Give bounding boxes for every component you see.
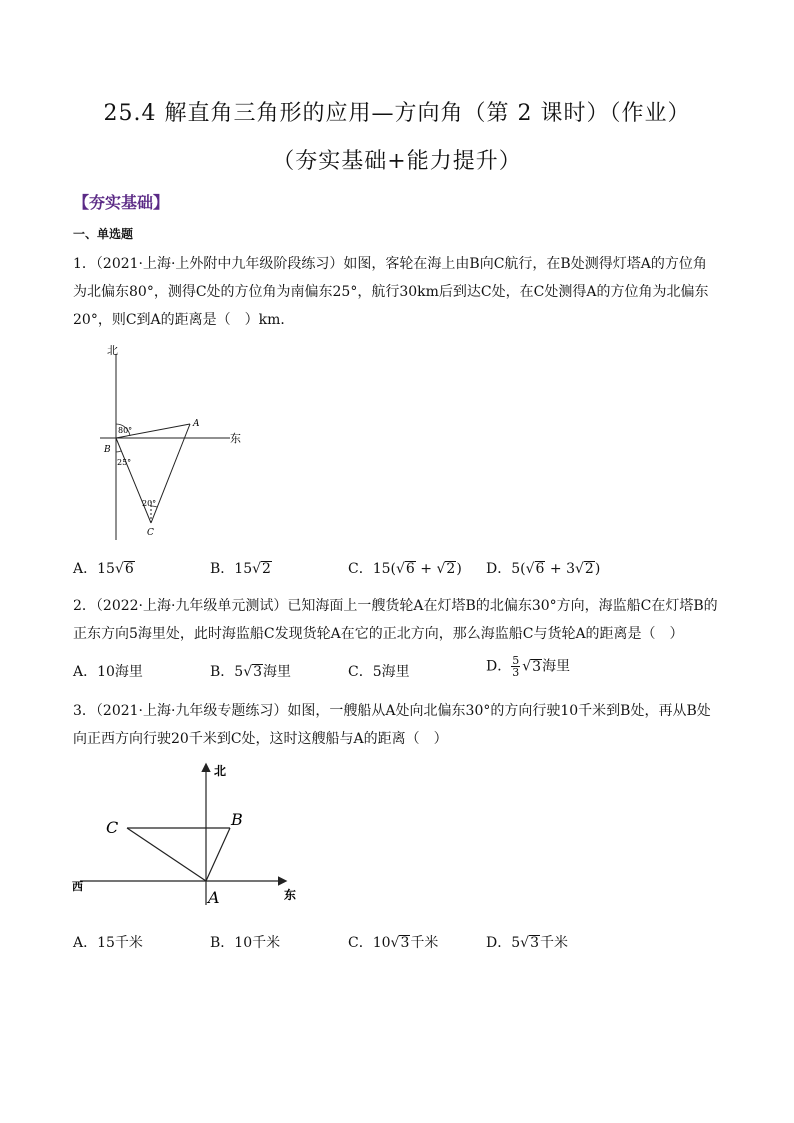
point-c-label: C	[147, 528, 154, 538]
point-b-label: B	[231, 810, 243, 829]
north-label: 北	[107, 344, 118, 357]
question-2-options	[73, 654, 733, 683]
question-1-options	[73, 558, 733, 580]
segment-ca	[151, 424, 190, 523]
doc-subtitle: （夯实基础+能力提升）	[272, 149, 522, 174]
option-c[interactable]: C．10√3千米	[348, 935, 439, 951]
west-label: 西	[72, 880, 83, 893]
question-1-line1: 1．（2021·上海·上外附中九年级阶段练习）如图，客轮在海上由B向C航行，在B处测得灯塔A的方位角	[73, 256, 707, 272]
question-2-line2: 正东方向5海里处，此时海监船C发现货轮A在它的正北方向，那么海监船C与货轮A的距离是（ ）	[73, 626, 684, 642]
question-1-line2: 为北偏东80°，测得C处的方位角为南偏东25°，航行30km后到达C处，在C处测得A的方位角为北偏东	[73, 284, 709, 300]
segment-ca	[127, 828, 206, 881]
question-1-figure	[90, 340, 260, 545]
point-a-label: A	[193, 419, 200, 429]
option-b[interactable]: B．5√3海里	[210, 664, 292, 680]
question-2-line1: 2．（2022·上海·九年级单元测试）已知海面上一艘货轮A在灯塔B的北偏东30°方向，海监船C在灯塔B的	[73, 598, 718, 614]
point-c-label: C	[106, 818, 119, 837]
question-3-figure	[70, 755, 310, 910]
option-a[interactable]: A．10海里	[73, 664, 143, 680]
point-b-label: B	[104, 445, 111, 455]
option-c[interactable]: C．5海里	[348, 664, 410, 680]
option-c[interactable]: C．15(√6 + √2)	[348, 561, 462, 577]
angle-80-label: 80°	[118, 426, 133, 435]
question-1-text	[73, 250, 733, 334]
arc-25	[116, 451, 121, 452]
question-2-text	[73, 592, 733, 648]
subsection-heading: 一、单选题	[73, 227, 134, 241]
option-b[interactable]: B．10千米	[210, 935, 281, 951]
question-1-line3: 20°，则C到A的距离是（ ）km．	[73, 312, 295, 328]
question-3-text	[73, 697, 733, 753]
angle-20-label: 20°	[142, 499, 157, 508]
option-d[interactable]: D． $\frac{5}{3}$ √3海里	[486, 654, 571, 679]
section-heading: 【夯实基础】	[73, 193, 170, 212]
option-b[interactable]: B．15√2	[210, 561, 271, 577]
segment-bc	[116, 438, 151, 523]
option-a[interactable]: A．15√6	[73, 561, 134, 577]
point-a-label: A	[208, 888, 220, 907]
option-d[interactable]: D．5√3千米	[486, 935, 568, 951]
question-3-options	[73, 932, 733, 954]
angle-25-label: 25°	[117, 458, 132, 467]
east-label: 东	[230, 432, 241, 445]
segment-ab	[206, 828, 230, 881]
doc-title: 25.4 解直角三角形的应用—方向角（第 2 课时）（作业）	[103, 101, 691, 126]
north-label: 北	[214, 764, 227, 778]
option-a[interactable]: A．15千米	[73, 935, 143, 951]
option-d[interactable]: D．5(√6 + 3√2)	[486, 561, 601, 577]
east-label: 东	[284, 888, 297, 902]
question-3-line2: 向正西方向行驶20千米到C处，这时这艘船与A的距离（ ）	[73, 731, 448, 747]
question-3-line1: 3．（2021·上海·九年级专题练习）如图，一艘船从A处向北偏东30°的方向行驶10千米到B处，再从B处	[73, 703, 711, 719]
